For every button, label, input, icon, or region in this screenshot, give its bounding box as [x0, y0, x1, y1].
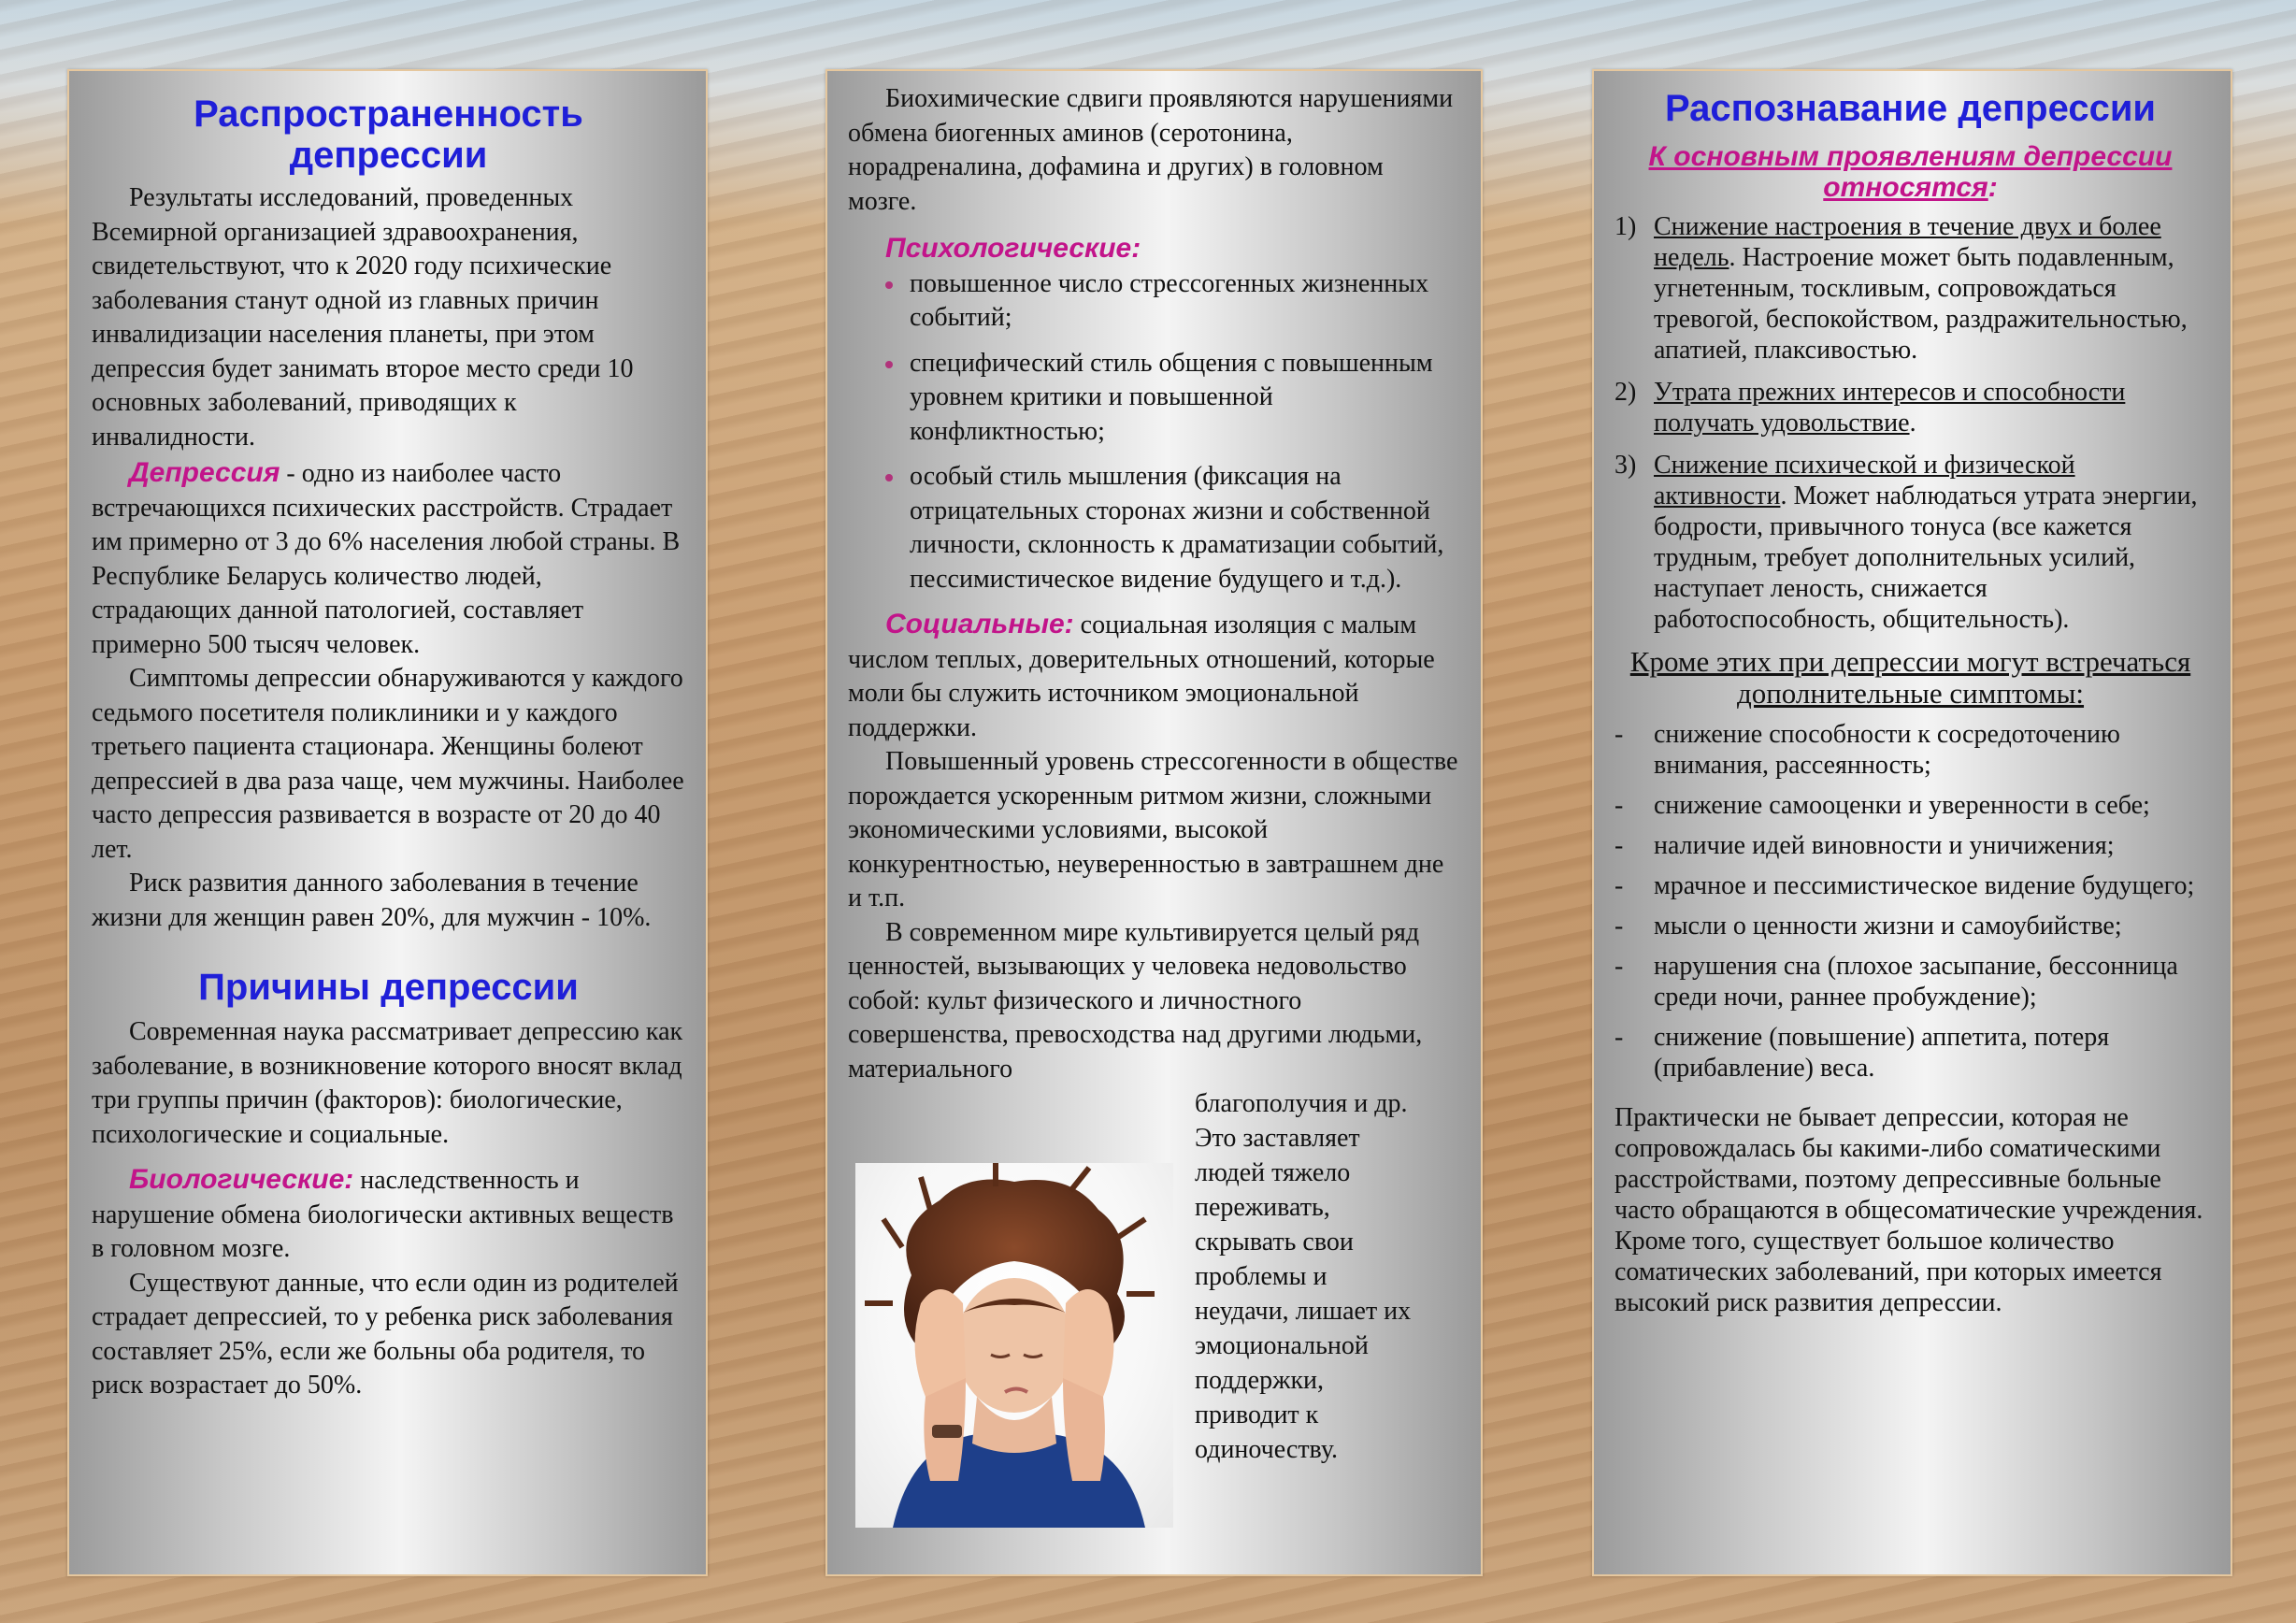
- heading-prevalence: Распространенность депрессии: [194, 93, 583, 176]
- item-rest-text: . Может наблюдаться утрата энергии, бодрости, привычного тонуса (все кажется трудным, требует дополнительных усилий, наступает леность, снижается работоспособность, общительность).: [1654, 481, 2198, 634]
- wrapped-line: скрывать свои: [1195, 1228, 1354, 1257]
- bullet-icon: [885, 361, 893, 368]
- sub-colon: :: [1987, 172, 1998, 203]
- item-number: 1): [1614, 212, 1637, 241]
- paragraph-somatic: Практически не бывает депрессии, которая не сопровождалась бы какими-либо соматическими расстройствами, поэтому депрессивные больные часто обращаются в общесоматические учреждения. Кроме того, существует большое количество соматических заболеваний, при которых имеется высокий риск развития депрессии.: [1614, 1103, 2203, 1317]
- paragraph-modern-values: В современном мире культивируется целый ряд ценностей, вызывающих у человека недовольство собой: культ физического и личностного совершенства, превосходства над другими людьми, материального: [848, 917, 1423, 1084]
- paragraph-who-research: Результаты исследований, проведенных Всемирной организацией здравоохранения, свидетельствуют, что к 2020 году психические заболевания станут одной из главных причин инвалидизации населения планеты, при этом депрессия будет занимать второе место среди 10 основных заболеваний, приводящих к инвалидности.: [92, 183, 634, 452]
- photo-stressed-woman: [855, 1163, 1173, 1528]
- subheading-main-manifestations: [1614, 142, 2206, 204]
- term-biological: Биологические:: [129, 1164, 354, 1195]
- bullet-icon: [885, 474, 893, 481]
- extra-symptom-text: снижение самооценки и уверенности в себе;: [1654, 791, 2150, 820]
- item-rest-text: .: [1909, 409, 1916, 438]
- extra-symptom-item: [1614, 911, 2206, 941]
- extra-symptom-item: [1614, 719, 2206, 781]
- extra-symptom-item: [1614, 790, 2206, 821]
- psychological-item-text: специфический стиль общения с повышенным уровнем критики и повышенной конфликтностью;: [910, 348, 1433, 446]
- wrapped-line: Это заставляет: [1195, 1124, 1360, 1153]
- extra-symptom-item: [1614, 830, 2206, 861]
- extra-symptom-text: снижение (повышение) аппетита, потеря (прибавление) веса.: [1654, 1023, 2110, 1083]
- extra-symptom-text: мрачное и пессимистическое видение будущего;: [1654, 871, 2195, 900]
- panel-recognition: [1592, 69, 2232, 1576]
- paragraph-depression-definition: [92, 456, 685, 662]
- extra-symptom-item: [1614, 870, 2206, 901]
- heading-recognition: Распознавание депрессии: [1664, 88, 2157, 129]
- bullet-icon: [885, 281, 893, 289]
- biological-text: наследственность и нарушение обмена биологически активных веществ в головном мозге.: [92, 1166, 674, 1263]
- paragraph-biological: [92, 1163, 685, 1267]
- extra-symptoms-list: [1614, 719, 2206, 1084]
- subheading-psychological: [848, 232, 1458, 267]
- dash-icon: -: [1614, 912, 1624, 941]
- sub-line-2: относятся: [1823, 172, 1988, 203]
- heading-causes: Причины депрессии: [198, 967, 579, 1008]
- paragraph-risk: Риск развития данного заболевания в течение жизни для женщин равен 20%, для мужчин - 10%.: [92, 869, 652, 932]
- wrapped-line: благополучия и др.: [1195, 1089, 1408, 1118]
- extra-symptom-item: [1614, 1022, 2206, 1084]
- paragraph-social: [848, 608, 1458, 745]
- extra-symptom-text: наличие идей виновности и уничижения;: [1654, 831, 2115, 860]
- sub-line-1: К основным проявлениям депрессии: [1648, 141, 2173, 172]
- psychological-item-text: повышенное число стрессогенных жизненных событий;: [910, 268, 1429, 332]
- social-text: социальная изоляция с малым числом теплых, доверительных отношений, которые моли бы служить источником эмоциональной поддержки.: [848, 610, 1435, 742]
- extra-symptom-text: мысли о ценности жизни и самоубийстве;: [1654, 912, 2122, 941]
- dash-icon: -: [1614, 871, 1624, 900]
- paragraph-heredity: Существуют данные, что если один из родителей страдает депрессией, то у ребенка риск заболевания составляет 25%, если же больны оба родителя, то риск возрастает до 50%.: [92, 1268, 679, 1400]
- term-depression: Депрессия: [129, 457, 280, 488]
- paragraph-stress-society: Повышенный уровень стрессогенности в обществе порождается ускоренным ритмом жизни, сложными экономическими условиями, высокой конкурентностью, неуверенностью в завтрашнем дне и т.п.: [848, 747, 1458, 912]
- dash-icon: -: [1614, 952, 1624, 981]
- dash-icon: -: [1614, 791, 1624, 820]
- stressed-woman-illustration: [855, 1163, 1173, 1528]
- item-rest-text: . Настроение может быть подавленным, угнетенным, тоскливым, сопровождаться тревогой, беспокойством, раздражительностью, апатией, плаксивостью.: [1654, 243, 2188, 365]
- psychological-item: [848, 347, 1458, 450]
- extra-symptoms-heading: [1614, 646, 2206, 710]
- wrapped-line: неудачи, лишает их: [1195, 1297, 1412, 1326]
- extra-symptom-text: нарушения сна (плохое засыпание, бессонница среди ночи, раннее пробуждение);: [1654, 952, 2178, 1012]
- wrapped-line: приводит к: [1195, 1400, 1319, 1429]
- dash-icon: -: [1614, 720, 1624, 749]
- paragraph-modern-science: Современная наука рассматривает депрессию как заболевание, в возникновение которого вносят вклад три группы причин (факторов): биологические, психологические и социальные.: [92, 1017, 683, 1149]
- dash-icon: -: [1614, 1023, 1624, 1052]
- term-social: Социальные:: [885, 609, 1074, 639]
- extra-heading-text: Кроме этих при депрессии могут встречаться дополнительные симптомы:: [1629, 645, 2191, 710]
- item-key-text: Утрата прежних интересов и способности получать удовольствие: [1654, 378, 2126, 438]
- wrapped-line: эмоциональной: [1195, 1331, 1369, 1360]
- panel-psych-social: [825, 69, 1483, 1576]
- wrapped-line: переживать,: [1195, 1193, 1330, 1222]
- paragraph-biochemical: Биохимические сдвиги проявляются нарушениями обмена биогенных аминов (серотонина, норадреналина, дофамина и других) в головном мозге.: [848, 84, 1454, 216]
- item-key-text: Снижение настроения в течение двух и более недель: [1654, 212, 2161, 272]
- paragraph-symptoms-frequency: Симптомы депрессии обнаруживаются у каждого седьмого посетителя поликлиники и у каждого третьего пациента стационара. Женщины болеют депрессией в два раза чаще, чем мужчины. Наиболее часто депрессия развивается в возрасте от 20 до 40 лет.: [92, 664, 684, 864]
- extra-symptom-text: снижение способности к сосредоточению внимания, рассеянность;: [1654, 720, 2120, 780]
- wrapped-text-column: [1195, 1086, 1458, 1467]
- wrapped-line: людей тяжело: [1195, 1158, 1351, 1187]
- wrapped-line: поддержки,: [1195, 1366, 1325, 1395]
- main-symptom-item: [1614, 211, 2206, 366]
- item-key-text: Снижение психической и физической активности: [1654, 451, 2075, 510]
- item-number: 3): [1614, 451, 1637, 480]
- psychological-item-text: особый стиль мышления (фиксация на отрицательных сторонах жизни и собственной личности, склонность к драматизации событий, пессимистическое видение будущего и т.д.).: [910, 462, 1444, 594]
- psychological-item: [848, 267, 1458, 336]
- extra-symptom-item: [1614, 951, 2206, 1013]
- main-symptom-item: [1614, 377, 2206, 438]
- panel-prevalence-causes: [67, 69, 708, 1576]
- item-number: 2): [1614, 378, 1637, 407]
- psychological-item: [848, 460, 1458, 596]
- psychological-list: [848, 267, 1458, 597]
- wrapped-line: одиночеству.: [1195, 1435, 1339, 1464]
- definition-text: - одно из наиболее часто встречающихся психических расстройств. Страдает им примерно от 3 до 6% населения любой страны. В Республике Беларусь количество людей, страдающих данной патологией, составляет примерно 500 тысяч человек.: [92, 459, 681, 659]
- dash-icon: -: [1614, 831, 1624, 860]
- wrapped-line: проблемы и: [1195, 1262, 1327, 1291]
- main-symptom-item: [1614, 450, 2206, 635]
- psychological-title: Психологические:: [885, 233, 1141, 264]
- main-symptoms-list: [1614, 211, 2206, 635]
